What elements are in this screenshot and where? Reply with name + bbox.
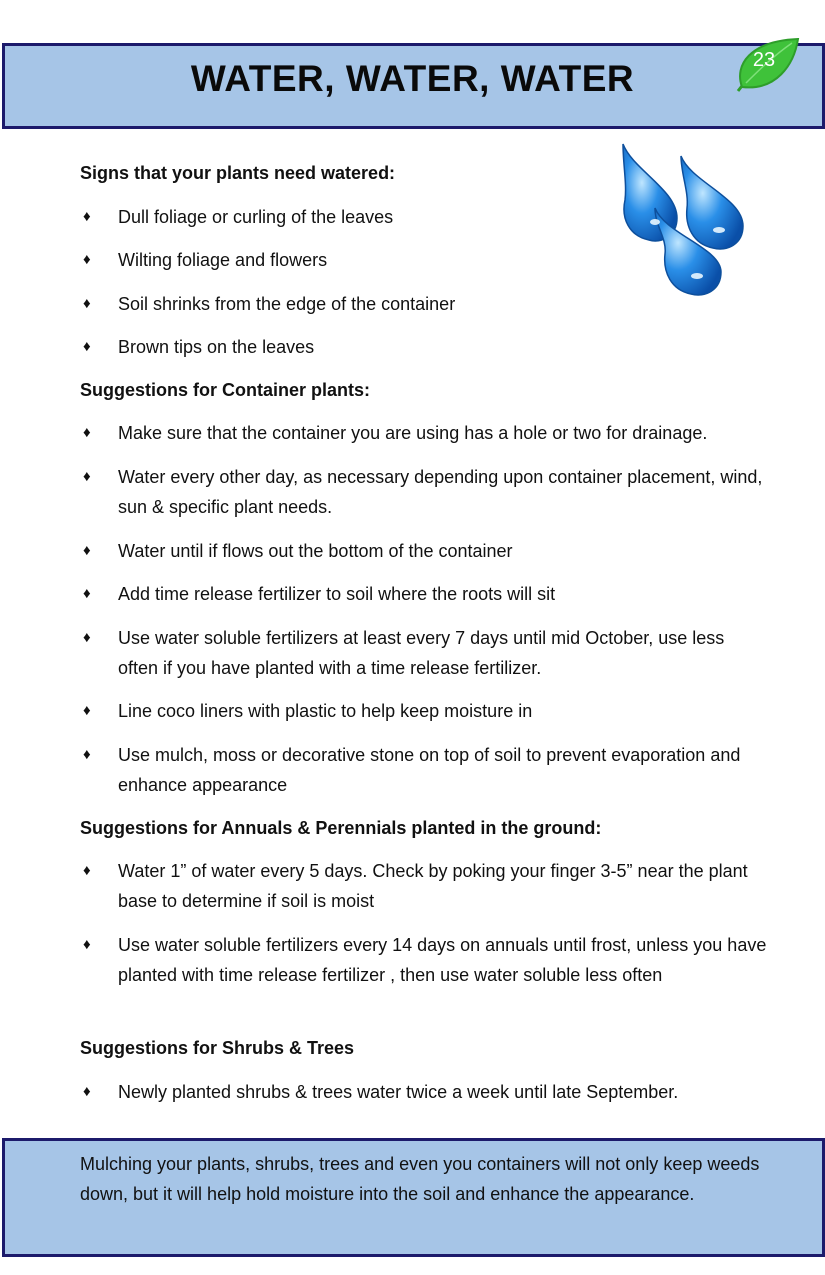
section-heading-signs: Signs that your plants need watered: bbox=[80, 163, 396, 183]
bullet-icon: ♦ bbox=[83, 424, 91, 441]
bullet-icon: ♦ bbox=[83, 295, 91, 312]
bullet-icon: ♦ bbox=[83, 208, 91, 225]
page-title: WATER, WATER, WATER bbox=[190, 58, 635, 99]
bullet-icon: ♦ bbox=[83, 746, 91, 763]
section-heading-container: Suggestions for Container plants: bbox=[80, 380, 371, 400]
bullet-icon: ♦ bbox=[83, 251, 91, 268]
bullet-icon: ♦ bbox=[83, 1083, 91, 1100]
footer-note: Mulching your plants, shrubs, trees and even you containers will not only keep weeds down, but it will help hold moisture into the soil and enhance the appearance. bbox=[80, 1154, 760, 1204]
bullet-icon: ♦ bbox=[83, 585, 91, 602]
section-heading-annuals: Suggestions for Annuals & Perennials planted in the ground: bbox=[80, 818, 602, 838]
bullet-icon: ♦ bbox=[83, 542, 91, 559]
bullet-icon: ♦ bbox=[83, 468, 91, 485]
bullet-icon: ♦ bbox=[83, 338, 91, 355]
bullet-icon: ♦ bbox=[83, 629, 91, 646]
page-number: 23 bbox=[752, 49, 776, 71]
bullet-icon: ♦ bbox=[83, 702, 91, 719]
bullet-icon: ♦ bbox=[83, 936, 91, 953]
bullet-icon: ♦ bbox=[83, 862, 91, 879]
section-heading-shrubs: Suggestions for Shrubs & Trees bbox=[80, 1038, 355, 1058]
